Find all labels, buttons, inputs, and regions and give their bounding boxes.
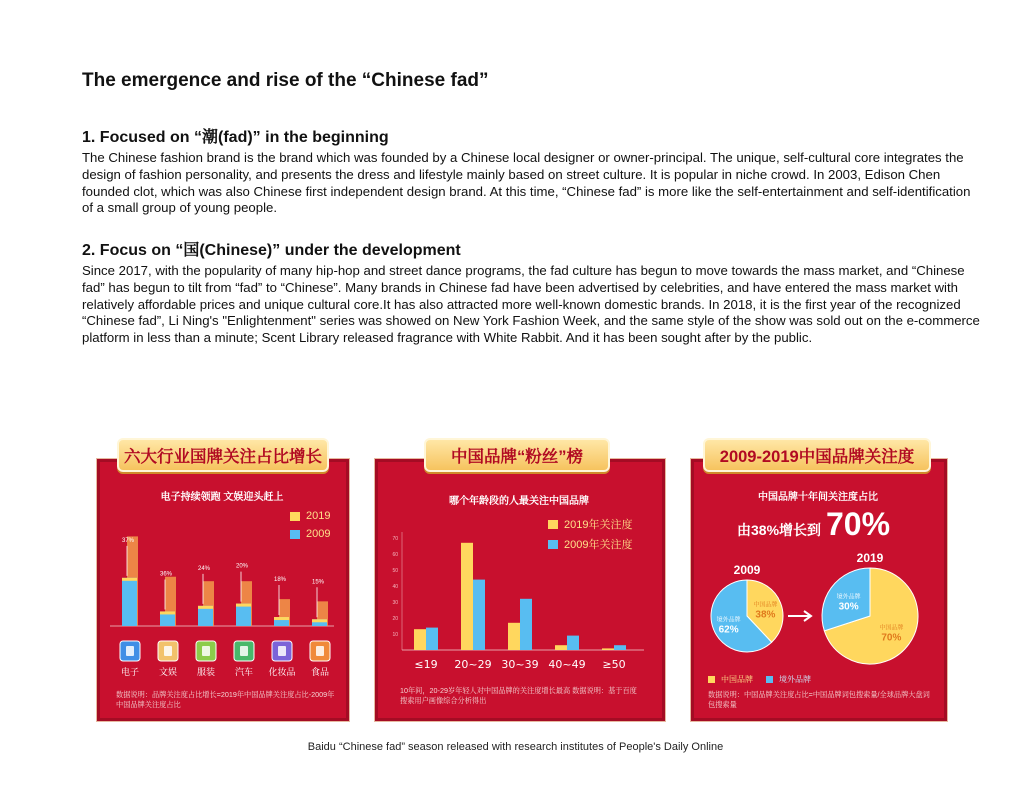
bar-2009 — [567, 636, 579, 650]
category-label: ≥50 — [602, 658, 626, 671]
category-label: 食品 — [310, 668, 330, 678]
industry-growth-note: 数据说明：品牌关注度占比增长=2019年中国品牌关注度占比-2009年中国品牌关注度占比 — [116, 690, 335, 709]
growth-label: 24% — [198, 565, 211, 572]
pie-slice-name: 境外品牌 — [716, 616, 741, 624]
category-label: 40~49 — [548, 658, 586, 671]
growth-label: 18% — [274, 577, 287, 584]
figure-caption: Baidu “Chinese fad” season released with research institutes of People's Daily Online — [307, 741, 724, 753]
growth-label: 15% — [312, 579, 325, 586]
category-label: 电子 — [120, 668, 140, 678]
brand-attention-headline-value: 70% — [826, 506, 891, 542]
brand-attention-subtitle: 中国品牌十年间关注度占比 — [758, 492, 878, 503]
y-tick-label: 70 — [392, 536, 398, 542]
pie-slice-value: 38% — [755, 609, 776, 621]
section-heading: 1. Focused on “潮(fad)” in the beginning — [82, 129, 389, 146]
fans-note: 10年间，20-29岁年轻人对中国品牌的关注度增长最高 数据说明：基于百度搜索用户画像综合分析得出 — [400, 686, 637, 705]
fans-subtitle: 哪个年龄段的人最关注中国品牌 — [449, 496, 589, 507]
industry-growth-chart — [96, 458, 348, 720]
y-tick-label: 60 — [392, 552, 398, 558]
arrow-icon — [788, 611, 811, 621]
growth-label: 36% — [160, 571, 173, 578]
bar-2009 — [426, 628, 438, 650]
bar-2009-cap — [198, 606, 213, 609]
section-body: The Chinese fashion brand is the brand which was founded by a Chinese local designer or owner-principal. The unique, self-cultural core integrates the design of fashion personality, and presents the dress and lifestyle mainly based on street culture. It is popular in niche crowd. In 2003, Edison Chen founded clot, which was also Chinese first independent design brand. At this time, “Chinese fad” is more like the self-entertainment and self-identification of a small group of young people. — [82, 150, 971, 216]
mask-icon-glyph — [164, 646, 172, 656]
brand-attention-headline: 由38%增长到 — [737, 522, 822, 538]
y-tick-label: 10 — [392, 632, 398, 638]
bar-2009 — [473, 580, 485, 650]
legend-label: 境外品牌 — [779, 675, 811, 684]
category-label: ≤19 — [414, 658, 438, 671]
bar-2009 — [520, 599, 532, 650]
section-fad-beginning — [82, 124, 982, 217]
section-heading: 2. Focus on “国(Chinese)” under the development — [82, 242, 461, 259]
legend-swatch-yellow — [708, 676, 715, 683]
legend-label: 2019 — [306, 510, 331, 522]
section-chinese-development — [82, 237, 982, 347]
category-label: 化妆品 — [268, 668, 296, 678]
pie-year-label: 2009 — [733, 563, 761, 577]
bar-2019 — [414, 629, 426, 650]
pie-slice-name: 中国品牌 — [879, 624, 904, 632]
pie-year-label: 2019 — [856, 551, 884, 565]
bar-2009 — [236, 604, 251, 626]
y-tick-label: 50 — [392, 568, 398, 574]
section-body: Since 2017, with the popularity of many hip-hop and street dance programs, the fad culture has begun to move towards the mass market, and “Chinese fad” has begun to tilt from “fad” to “Chinese”. Many brands in Chinese fad have been advertised by celebrities, and have entered the mass market with relatively affordable prices and unique cultural core.It has also attracted more well-known domestic brands. In 2018, it is the first year of the recognized “Chinese fad”, Li Ning's "Enlightenment" series was showed on New York Fashion Week, and the same style of the show was sold out on the e-commerce platform in less than a minute; Scent Library released fragrance with White Rabbit. And it has been sought after by the public. — [82, 263, 980, 346]
legend-label: 2009 — [306, 528, 331, 540]
legend-chinese-brand — [708, 674, 753, 685]
bar-2019 — [602, 648, 614, 650]
pie-slice-value: 62% — [718, 624, 739, 636]
pie-slice-value: 30% — [838, 601, 859, 613]
bar-2009 — [122, 578, 137, 626]
legend-label: 中国品牌 — [721, 675, 753, 684]
y-tick-label: 20 — [392, 616, 398, 622]
category-label: 文娱 — [158, 668, 178, 678]
bar-2019 — [508, 623, 520, 650]
bar-2009-cap — [122, 578, 137, 581]
legend-foreign-brand — [766, 674, 811, 685]
phone-icon-glyph — [126, 646, 134, 656]
y-tick-label: 40 — [392, 584, 398, 590]
bar-2019 — [461, 543, 473, 650]
bar-2009 — [198, 606, 213, 626]
legend-label: 2019年关注度 — [564, 519, 633, 531]
pie-slice-name: 中国品牌 — [753, 601, 778, 609]
shirt-icon-glyph — [202, 646, 210, 656]
bar-2009-cap — [160, 611, 175, 614]
bowl-icon-glyph — [316, 646, 324, 656]
pie-slice-value: 70% — [881, 632, 902, 644]
pie-slice-name: 境外品牌 — [836, 593, 861, 601]
bar-2009-cap — [274, 617, 289, 620]
brand-attention-banner: 2009-2019中国品牌关注度 — [703, 438, 931, 472]
category-label: 服装 — [196, 668, 216, 678]
legend-label: 2009年关注度 — [564, 539, 633, 551]
cosmetics-icon-glyph — [278, 646, 286, 656]
bar-2009-cap — [236, 604, 251, 607]
car-icon-glyph — [240, 646, 248, 656]
bar-2009-cap — [312, 619, 327, 622]
y-tick-label: 30 — [392, 600, 398, 606]
growth-label: 37% — [122, 537, 135, 544]
fans-banner: 中国品牌“粉丝”榜 — [424, 438, 610, 472]
industry-growth-banner: 六大行业国牌关注占比增长 — [117, 438, 329, 472]
growth-label: 20% — [236, 563, 249, 570]
fans-chart — [374, 458, 664, 720]
category-label: 30~39 — [501, 658, 539, 671]
page-title: The emergence and rise of the “Chinese fad” — [82, 70, 489, 91]
industry-growth-subtitle: 电子持续领跑 文娱迎头赶上 — [160, 492, 284, 503]
legend-swatch-blue — [766, 676, 773, 683]
brand-attention-note: 数据说明：中国品牌关注度占比=中国品牌词包搜索量/全球品牌大盘词包搜索量 — [708, 690, 930, 709]
bar-2009 — [614, 645, 626, 650]
category-label: 汽车 — [234, 668, 254, 678]
bar-2019 — [555, 645, 567, 650]
category-label: 20~29 — [454, 658, 492, 671]
